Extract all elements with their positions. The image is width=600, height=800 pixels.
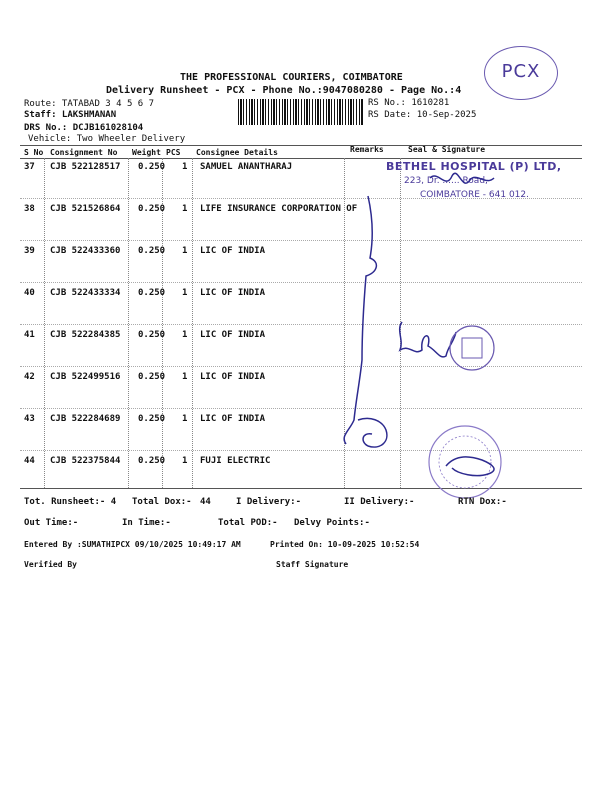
row-weight: 0.250: [138, 330, 166, 340]
row-pcs: 1: [182, 246, 188, 256]
row-consignee: FUJI ELECTRIC: [200, 456, 271, 466]
row-sno: 40: [24, 288, 35, 298]
ii-delivery: II Delivery:-: [344, 497, 415, 507]
out-time: Out Time:-: [24, 518, 79, 528]
entered-by: Entered By :SUMATHIPCX 09/10/2025 10:49:17 AM: [24, 540, 241, 549]
rs-number: RS No.: 1610281: [368, 98, 450, 108]
col-seal: Seal & Signature: [408, 145, 486, 154]
rtn-dox: RTN Dox:-: [458, 497, 507, 507]
row-consignee: LIFE INSURANCE CORPORATION OF: [200, 204, 358, 214]
row-consignment: CJB 522433334: [50, 288, 121, 298]
row-consignee: LIC OF INDIA: [200, 288, 266, 298]
hospital-address-1: 223, Dr. ...... Road,: [404, 176, 488, 186]
drs-number: DRS No.: DCJB161028104: [24, 123, 144, 133]
row-consignment: CJB 522284689: [50, 414, 121, 424]
row-consignment: CJB 522375844: [50, 456, 121, 466]
row-consignee: LIC OF INDIA: [200, 372, 266, 382]
delvy-points: Delvy Points:-: [294, 518, 370, 528]
row-consignee: LIC OF INDIA: [200, 246, 266, 256]
col-sno: S No: [24, 148, 44, 157]
row-consignee: LIC OF INDIA: [200, 414, 266, 424]
row-consignment: CJB 522433360: [50, 246, 121, 256]
row-pcs: 1: [182, 204, 188, 214]
row-consignment: CJB 522499516: [50, 372, 121, 382]
runsheet-title: Delivery Runsheet - PCX - Phone No.:9047080280 - Page No.:4: [106, 85, 462, 96]
row-weight: 0.250: [138, 246, 166, 256]
pcx-stamp-text: PCX: [501, 61, 541, 82]
row-weight: 0.250: [138, 288, 166, 298]
hospital-address-2: COIMBATORE - 641 012.: [420, 190, 529, 200]
row-weight: 0.250: [138, 162, 166, 172]
row-consignment: CJB 521526864: [50, 204, 121, 214]
row-pcs: 1: [182, 456, 188, 466]
company-name: THE PROFESSIONAL COURIERS, COIMBATORE: [180, 72, 403, 83]
row-sno: 42: [24, 372, 35, 382]
row-weight: 0.250: [138, 204, 166, 214]
hospital-name: BETHEL HOSPITAL (P) LTD,: [386, 160, 562, 173]
col-consignee: Consignee Details: [196, 148, 278, 157]
col-pcs: PCS: [166, 148, 181, 157]
row-weight: 0.250: [138, 456, 166, 466]
i-delivery: I Delivery:-: [236, 497, 302, 507]
row-consignee: LIC OF INDIA: [200, 330, 266, 340]
row-pcs: 1: [182, 288, 188, 298]
row-pcs: 1: [182, 330, 188, 340]
row-sno: 44: [24, 456, 35, 466]
row-pcs: 1: [182, 372, 188, 382]
verified-by: Verified By: [24, 560, 77, 569]
col-weight: Weight: [132, 148, 161, 157]
col-remarks: Remarks: [350, 145, 384, 154]
route: Route: TATABAD 3 4 5 6 7: [24, 99, 155, 109]
staff: Staff: LAKSHMANAN: [24, 110, 117, 120]
row-sno: 39: [24, 246, 35, 256]
row-consignment: CJB 522128517: [50, 162, 121, 172]
row-pcs: 1: [182, 162, 188, 172]
total-pod: Total POD:-: [218, 518, 278, 528]
row-sno: 38: [24, 204, 35, 214]
tot-runsheet: Tot. Runsheet:- 4: [24, 497, 117, 507]
total-dox-value: 44: [200, 497, 211, 507]
printed-on: Printed On: 10-09-2025 10:52:54: [270, 540, 420, 549]
row-consignee: SAMUEL ANANTHARAJ: [200, 162, 293, 172]
vehicle: Vehicle: Two Wheeler Delivery: [28, 134, 186, 144]
staff-signature: Staff Signature: [276, 560, 349, 569]
rs-date: RS Date: 10-Sep-2025: [368, 110, 477, 120]
in-time: In Time:-: [122, 518, 171, 528]
row-sno: 41: [24, 330, 35, 340]
col-consignment: Consignment No: [50, 148, 118, 157]
total-dox-label: Total Dox:-: [132, 497, 192, 507]
row-sno: 43: [24, 414, 35, 424]
row-pcs: 1: [182, 414, 188, 424]
row-sno: 37: [24, 162, 35, 172]
row-weight: 0.250: [138, 414, 166, 424]
row-weight: 0.250: [138, 372, 166, 382]
row-consignment: CJB 522284385: [50, 330, 121, 340]
